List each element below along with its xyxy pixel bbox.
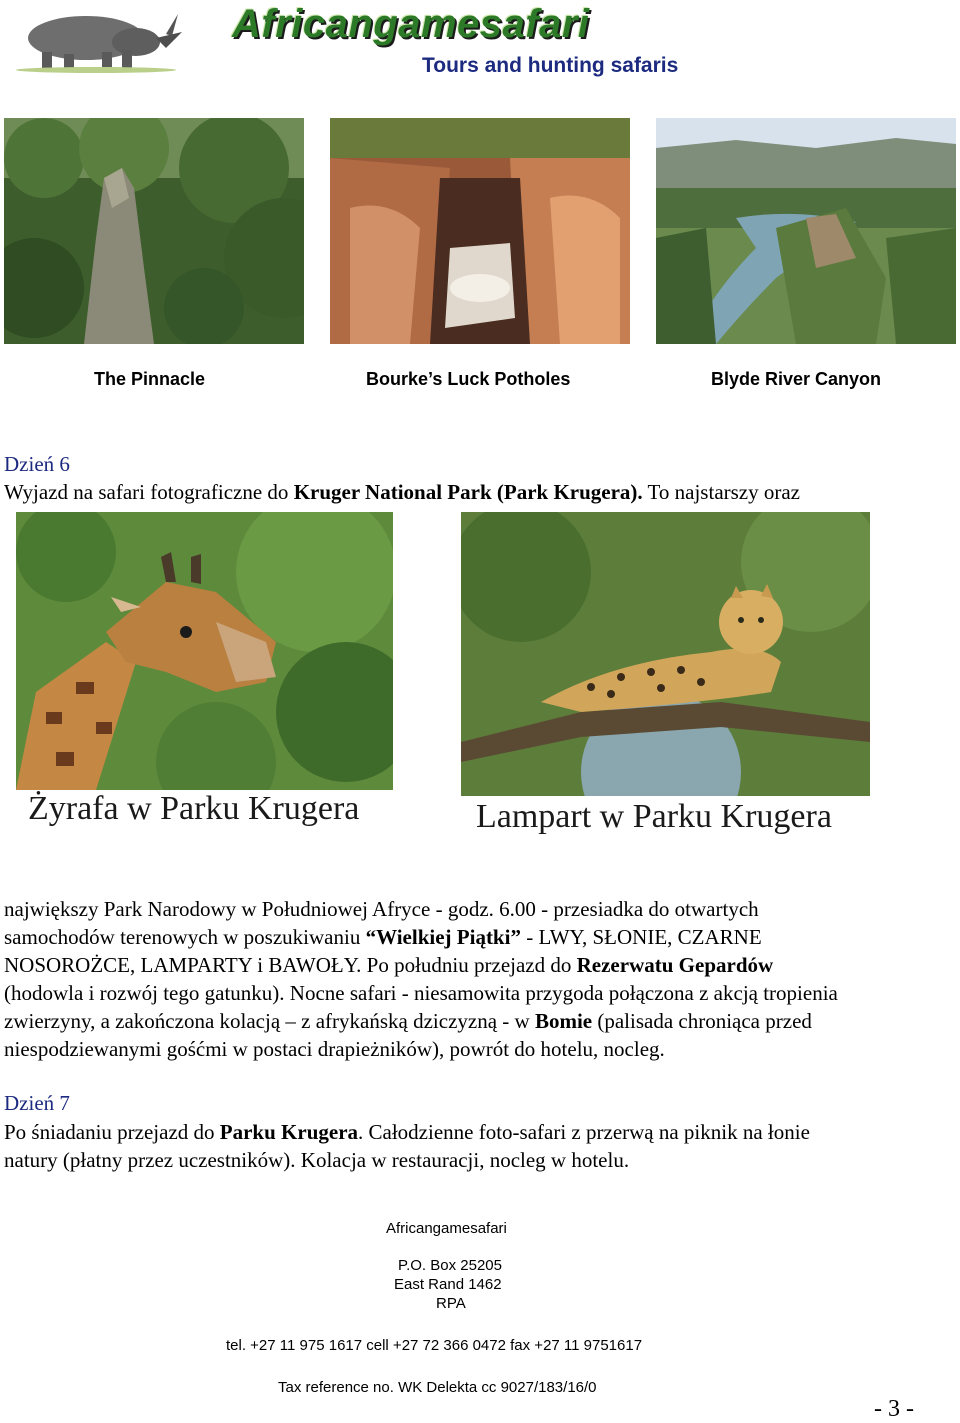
footer-country: RPA <box>436 1295 466 1312</box>
day6-body-line-6: niespodziewanymi gośćmi w postaci drapieżników), powrót do hotelu, nocleg. <box>4 1037 665 1061</box>
blyde-canyon-photo <box>656 118 956 344</box>
caption-blyde: Blyde River Canyon <box>711 369 882 389</box>
day7-heading: Dzień 7 <box>4 1091 70 1115</box>
footer-box: P.O. Box 25205 <box>398 1257 502 1274</box>
day7-line-2: natury (płatny przez uczestników). Kolacja w restauracji, nocleg w hotelu. <box>4 1148 630 1172</box>
giraffe-photo <box>16 512 393 790</box>
footer-phones: tel. +27 11 975 1617 cell +27 72 366 0472 fax +27 11 9751617 <box>226 1337 643 1354</box>
page-number: - 3 - <box>874 1396 914 1422</box>
day6-body-line-1: największy Park Narodowy w Południowej Afryce - godz. 6.00 - przesiadka do otwartych <box>4 897 759 921</box>
caption-giraffe: Żyrafa w Parku Krugera <box>28 790 360 827</box>
day6-body-line-4: (hodowla i rozwój tego gatunku). Nocne safari - niesamowita przygoda połączona z akcją tropienia <box>4 981 838 1005</box>
caption-potholes: Bourke’s Luck Potholes <box>366 369 571 389</box>
caption-pinnacle: The Pinnacle <box>94 369 206 389</box>
day6-intro: Wyjazd na safari fotograficzne do Kruger National Park (Park Krugera). To najstarszy oraz <box>4 480 801 504</box>
brand-title: Africangamesafari <box>232 2 590 46</box>
footer-city: East Rand 1462 <box>394 1276 502 1293</box>
leopard-photo <box>461 512 870 796</box>
pinnacle-photo <box>4 118 304 344</box>
brand-subtitle: Tours and hunting safaris <box>422 54 679 77</box>
day6-heading: Dzień 6 <box>4 452 70 476</box>
footer-company: Africangamesafari <box>386 1220 507 1237</box>
potholes-photo <box>330 118 630 344</box>
footer-tax: Tax reference no. WK Delekta cc 9027/183/16/0 <box>278 1379 597 1396</box>
rhino-icon <box>6 4 184 74</box>
day6-body-line-2: samochodów terenowych w poszukiwaniu “Wielkiej Piątki” - LWY, SŁONIE, CZARNE <box>4 925 762 949</box>
day6-body-line-5: zwierzyny, a zakończona kolacją – z afrykańską dziczyzną - w Bomie (palisada chroniąca przed <box>4 1009 812 1033</box>
day7-line-1: Po śniadaniu przejazd do Parku Krugera. Całodzienne foto-safari z przerwą na piknik na łonie <box>4 1120 810 1144</box>
day6-body-line-3: NOSOROŻCE, LAMPARTY i BAWOŁY. Po południu przejazd do Rezerwatu Gepardów <box>4 953 774 977</box>
caption-leopard: Lampart w Parku Krugera <box>476 798 832 835</box>
